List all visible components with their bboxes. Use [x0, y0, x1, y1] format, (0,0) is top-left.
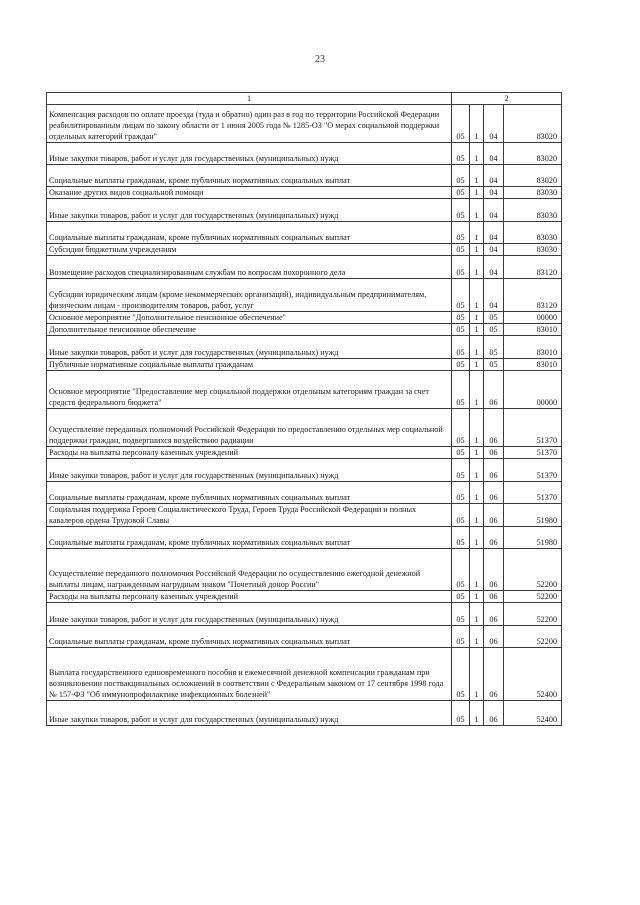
- row-code-section: 05: [452, 244, 470, 256]
- row-code-program: 04: [484, 105, 504, 143]
- row-code-direction: 83030: [504, 199, 562, 222]
- row-code-subsection: 1: [470, 409, 484, 447]
- row-description: Иные закупки товаров, работ и услуг для государственных (муниципальных) нужд: [47, 199, 452, 222]
- table-row: [47, 648, 562, 701]
- table-row: [47, 591, 562, 603]
- row-code-program: 06: [484, 701, 504, 726]
- row-description: Социальные выплаты гражданам, кроме публичных нормативных социальных выплат: [47, 527, 452, 549]
- row-code-subsection: 1: [470, 359, 484, 371]
- row-code-program: 04: [484, 279, 504, 312]
- row-code-subsection: 1: [470, 504, 484, 527]
- row-code-section: 05: [452, 359, 470, 371]
- row-code-program: 06: [484, 648, 504, 701]
- row-code-section: 05: [452, 504, 470, 527]
- row-code-direction: 51370: [504, 447, 562, 459]
- row-code-direction: 83010: [504, 324, 562, 336]
- row-code-section: 05: [452, 324, 470, 336]
- row-description: Субсидии юридическим лицам (кроме некоммерческих организаций), индивидуальным предпринимателям, физическим лицам - производителям товаров, работ, услуг: [47, 279, 452, 312]
- table-row: [47, 324, 562, 336]
- row-description: Осуществление переданных полномочий Российской Федерации по предоставлению отдельных мер социальной поддержки граждан, подвергшихся воздействию радиации: [47, 409, 452, 447]
- row-code-program: 04: [484, 143, 504, 165]
- row-description: Возмещение расходов специализированным службам по вопросам похоронного дела: [47, 256, 452, 279]
- row-code-subsection: 1: [470, 199, 484, 222]
- row-code-direction: 52400: [504, 701, 562, 726]
- row-code-subsection: 1: [470, 447, 484, 459]
- row-code-subsection: 1: [470, 482, 484, 504]
- row-code-direction: 83020: [504, 105, 562, 143]
- row-description: Социальные выплаты гражданам, кроме публичных нормативных социальных выплат: [47, 222, 452, 244]
- header-col-codes: 2: [452, 93, 562, 105]
- row-description: Субсидии бюджетным учреждениям: [47, 244, 452, 256]
- row-code-direction: 52200: [504, 549, 562, 591]
- row-code-subsection: 1: [470, 371, 484, 409]
- table-row: [47, 482, 562, 504]
- row-code-section: 05: [452, 279, 470, 312]
- row-code-program: 04: [484, 165, 504, 187]
- row-code-program: 05: [484, 312, 504, 324]
- row-code-section: 05: [452, 187, 470, 199]
- row-code-section: 05: [452, 199, 470, 222]
- row-code-program: 06: [484, 591, 504, 603]
- row-code-section: 05: [452, 459, 470, 482]
- header-col-description: 1: [47, 93, 452, 105]
- row-description: Социальные выплаты гражданам, кроме публичных нормативных социальных выплат: [47, 165, 452, 187]
- row-code-subsection: 1: [470, 626, 484, 648]
- table-header-row: [47, 93, 562, 105]
- row-description: Дополнительное пенсионное обеспечение: [47, 324, 452, 336]
- row-code-direction: 83120: [504, 256, 562, 279]
- row-code-section: 05: [452, 447, 470, 459]
- table-row: [47, 603, 562, 626]
- row-code-section: 05: [452, 143, 470, 165]
- row-code-subsection: 1: [470, 701, 484, 726]
- row-code-section: 05: [452, 312, 470, 324]
- row-code-program: 06: [484, 371, 504, 409]
- row-code-program: 06: [484, 482, 504, 504]
- row-code-subsection: 1: [470, 459, 484, 482]
- row-code-direction: 51980: [504, 504, 562, 527]
- row-code-subsection: 1: [470, 324, 484, 336]
- row-code-program: 05: [484, 324, 504, 336]
- row-code-program: 06: [484, 459, 504, 482]
- row-code-subsection: 1: [470, 603, 484, 626]
- row-code-subsection: 1: [470, 527, 484, 549]
- row-description: Основное мероприятие "Дополнительное пенсионное обеспечение": [47, 312, 452, 324]
- row-code-section: 05: [452, 371, 470, 409]
- row-code-direction: 51370: [504, 459, 562, 482]
- row-code-program: 04: [484, 256, 504, 279]
- table-row: [47, 244, 562, 256]
- row-description: Осуществление переданного полномочия Российской Федерации по осуществлению ежегодной денежной выплаты лицам, награжденным нагрудным знаком "Почетный донор России": [47, 549, 452, 591]
- row-description: Социальные выплаты гражданам, кроме публичных нормативных социальных выплат: [47, 482, 452, 504]
- row-code-program: 04: [484, 187, 504, 199]
- table-row: [47, 187, 562, 199]
- row-code-subsection: 1: [470, 336, 484, 359]
- row-code-program: 05: [484, 359, 504, 371]
- row-code-direction: 52200: [504, 591, 562, 603]
- row-code-subsection: 1: [470, 165, 484, 187]
- row-description: Социальная поддержка Героев Социалистического Труда, Героев Труда Российской Федерации и полных кавалеров ордена Трудовой Славы: [47, 504, 452, 527]
- table-row: [47, 256, 562, 279]
- table-row: [47, 504, 562, 527]
- row-code-section: 05: [452, 336, 470, 359]
- row-description: Расходы на выплаты персоналу казенных учреждений: [47, 447, 452, 459]
- row-description: Иные закупки товаров, работ и услуг для государственных (муниципальных) нужд: [47, 336, 452, 359]
- row-description: Иные закупки товаров, работ и услуг для государственных (муниципальных) нужд: [47, 603, 452, 626]
- row-code-section: 05: [452, 165, 470, 187]
- table-row: [47, 199, 562, 222]
- row-description: Публичные нормативные социальные выплаты гражданам: [47, 359, 452, 371]
- row-code-subsection: 1: [470, 105, 484, 143]
- row-code-program: 06: [484, 447, 504, 459]
- table-row: [47, 105, 562, 143]
- table-row: [47, 459, 562, 482]
- table-row: [47, 527, 562, 549]
- row-description: Социальные выплаты гражданам, кроме публичных нормативных социальных выплат: [47, 626, 452, 648]
- row-description: Основное мероприятие "Предоставление мер социальной поддержки отдельным категориям граждан за счет средств федерального бюджета": [47, 371, 452, 409]
- table-row: [47, 626, 562, 648]
- row-code-section: 05: [452, 701, 470, 726]
- row-code-direction: 00000: [504, 312, 562, 324]
- row-code-direction: 83010: [504, 359, 562, 371]
- row-code-direction: 83030: [504, 222, 562, 244]
- table-row: [47, 336, 562, 359]
- row-code-subsection: 1: [470, 143, 484, 165]
- row-code-section: 05: [452, 603, 470, 626]
- row-code-program: 06: [484, 549, 504, 591]
- row-code-direction: 00000: [504, 371, 562, 409]
- row-code-section: 05: [452, 256, 470, 279]
- row-code-direction: 51980: [504, 527, 562, 549]
- row-code-subsection: 1: [470, 279, 484, 312]
- row-description: Иные закупки товаров, работ и услуг для государственных (муниципальных) нужд: [47, 459, 452, 482]
- row-code-subsection: 1: [470, 222, 484, 244]
- table-row: [47, 143, 562, 165]
- row-description: Иные закупки товаров, работ и услуг для государственных (муниципальных) нужд: [47, 143, 452, 165]
- table-row: [47, 409, 562, 447]
- row-code-section: 05: [452, 482, 470, 504]
- table-row: [47, 165, 562, 187]
- row-code-section: 05: [452, 105, 470, 143]
- row-code-program: 04: [484, 222, 504, 244]
- row-code-subsection: 1: [470, 549, 484, 591]
- row-description: Иные закупки товаров, работ и услуг для государственных (муниципальных) нужд: [47, 701, 452, 726]
- table-row: [47, 549, 562, 591]
- row-code-section: 05: [452, 527, 470, 549]
- row-code-subsection: 1: [470, 187, 484, 199]
- row-code-subsection: 1: [470, 244, 484, 256]
- row-description: Выплата государственного единовременного пособия и ежемесячной денежной компенсации гражданам при возникновении поствакцинальных осложнений в соответствии с Федеральным законом от 17 сентября 1998 года № 157-ФЗ "Об иммунопрофилактике инфекционных болезней": [47, 648, 452, 701]
- row-code-section: 05: [452, 549, 470, 591]
- table-row: [47, 222, 562, 244]
- row-code-subsection: 1: [470, 591, 484, 603]
- row-code-section: 05: [452, 648, 470, 701]
- row-code-program: 06: [484, 504, 504, 527]
- row-code-direction: 51370: [504, 409, 562, 447]
- row-code-direction: 83020: [504, 165, 562, 187]
- row-code-section: 05: [452, 222, 470, 244]
- row-code-direction: 52200: [504, 626, 562, 648]
- row-description: Оказание других видов социальной помощи: [47, 187, 452, 199]
- row-code-subsection: 1: [470, 312, 484, 324]
- table-row: [47, 312, 562, 324]
- row-code-program: 06: [484, 527, 504, 549]
- row-code-program: 05: [484, 336, 504, 359]
- row-code-program: 04: [484, 199, 504, 222]
- row-code-direction: 83010: [504, 336, 562, 359]
- row-code-direction: 83030: [504, 187, 562, 199]
- row-code-subsection: 1: [470, 256, 484, 279]
- row-code-direction: 52400: [504, 648, 562, 701]
- row-code-program: 06: [484, 409, 504, 447]
- table-row: [47, 371, 562, 409]
- row-code-direction: 83020: [504, 143, 562, 165]
- row-code-program: 06: [484, 626, 504, 648]
- row-description: Расходы на выплаты персоналу казенных учреждений: [47, 591, 452, 603]
- row-code-section: 05: [452, 409, 470, 447]
- table-row: [47, 279, 562, 312]
- row-description: Компенсация расходов по оплате проезда (туда и обратно) один раз в год по территории Российской Федерации реабилитированным лицам по закону области от 1 июня 2005 года № 1285-ОЗ "О мерах социальной поддержки отдельных категорий граждан": [47, 105, 452, 143]
- row-code-direction: 51370: [504, 482, 562, 504]
- budget-classification-table: [46, 92, 562, 726]
- row-code-subsection: 1: [470, 648, 484, 701]
- table-row: [47, 447, 562, 459]
- row-code-direction: 83120: [504, 279, 562, 312]
- row-code-program: 06: [484, 603, 504, 626]
- row-code-direction: 52200: [504, 603, 562, 626]
- row-code-section: 05: [452, 626, 470, 648]
- row-code-section: 05: [452, 591, 470, 603]
- table-row: [47, 701, 562, 726]
- page-number: 23: [315, 54, 325, 65]
- row-code-program: 04: [484, 244, 504, 256]
- row-code-direction: 83030: [504, 244, 562, 256]
- table-row: [47, 359, 562, 371]
